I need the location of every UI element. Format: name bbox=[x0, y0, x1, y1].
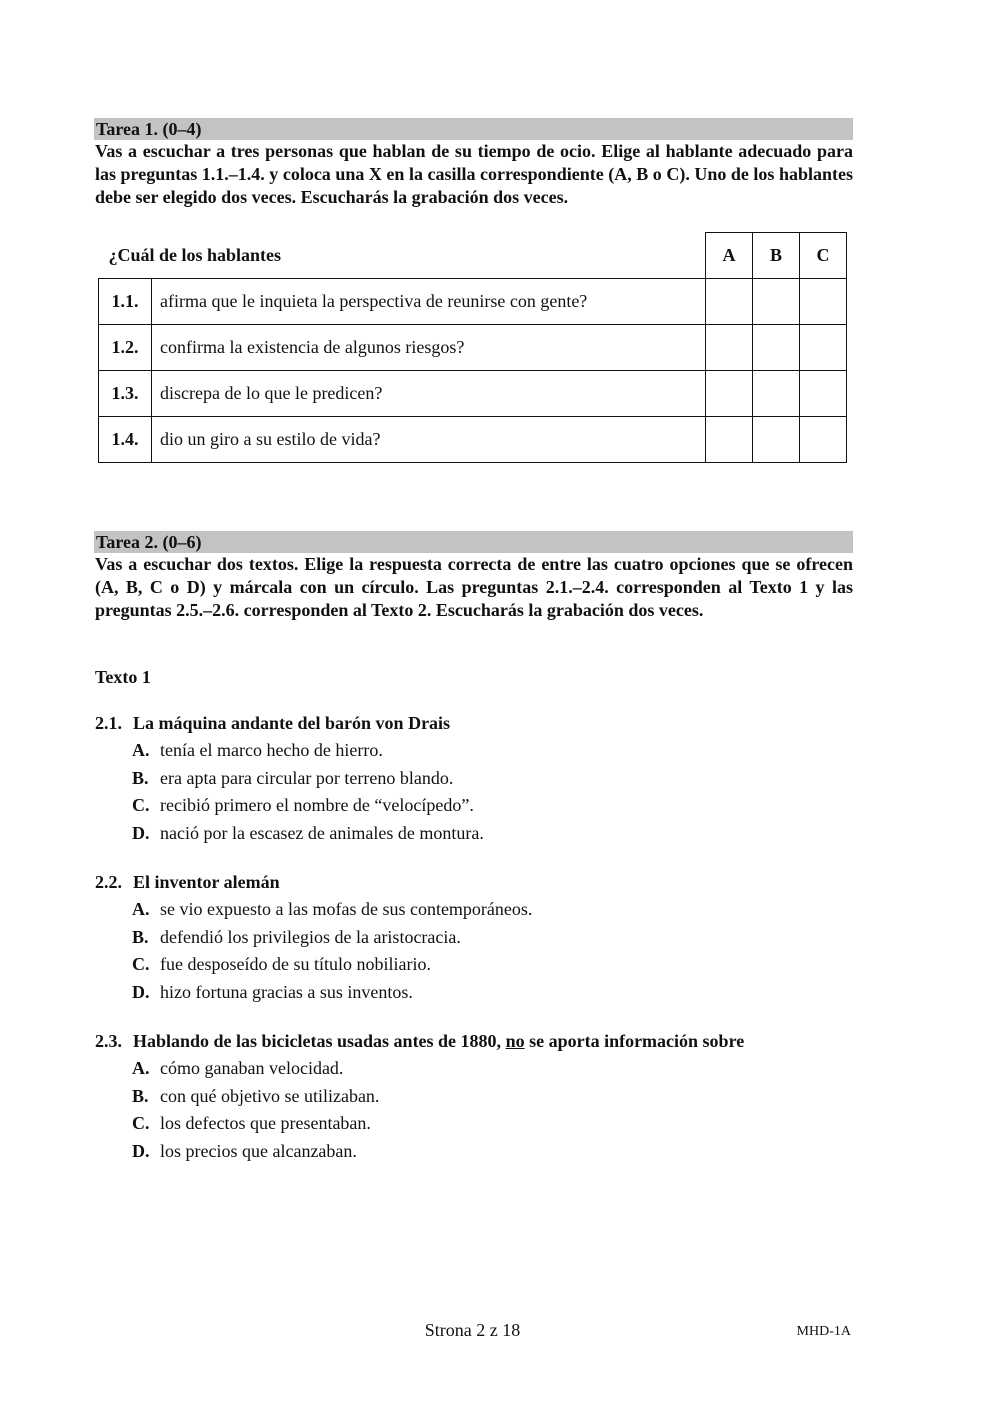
question-2-2 bbox=[94, 869, 853, 1006]
option-letter: A. bbox=[132, 740, 150, 760]
table-row bbox=[99, 325, 847, 371]
option-letter: C. bbox=[132, 954, 150, 974]
option-letter: A. bbox=[132, 899, 150, 919]
table-row bbox=[99, 371, 847, 417]
texto-title: Texto 1 bbox=[95, 667, 151, 687]
option-letter: D. bbox=[132, 1140, 150, 1161]
question-number: 2.3. bbox=[95, 1031, 122, 1051]
option-letter: B. bbox=[132, 926, 149, 947]
task2-header: Tarea 2. (0–6) bbox=[94, 531, 853, 553]
page-number: Strona 2 z 18 bbox=[424, 1320, 521, 1340]
answer-box-a[interactable] bbox=[706, 371, 753, 417]
row-question: discrepa de lo que le predicen? bbox=[152, 371, 706, 417]
table-header-question: ¿Cuál de los hablantes bbox=[108, 244, 282, 265]
answer-box-b[interactable] bbox=[753, 417, 800, 463]
option-letter: D. bbox=[132, 822, 150, 843]
row-question: confirma la existencia de algunos riesgos? bbox=[152, 325, 706, 371]
column-b: B bbox=[753, 233, 800, 279]
option-letter: A. bbox=[132, 1058, 150, 1078]
answer-box-c[interactable] bbox=[800, 279, 847, 325]
question-text-after: se aporta información sobre bbox=[524, 1031, 745, 1051]
option-a[interactable] bbox=[94, 896, 853, 924]
option-text: los defectos que presentaban. bbox=[160, 1113, 371, 1133]
option-b[interactable] bbox=[94, 1083, 853, 1111]
option-d[interactable] bbox=[94, 820, 853, 848]
option-c[interactable] bbox=[94, 1110, 853, 1138]
answer-box-c[interactable] bbox=[800, 371, 847, 417]
option-text: defendió los privilegios de la aristocracia. bbox=[160, 926, 461, 947]
answer-box-b[interactable] bbox=[753, 279, 800, 325]
question-text-before: Hablando de las bicicletas usadas antes de 1880, bbox=[133, 1031, 506, 1051]
answer-box-a[interactable] bbox=[706, 325, 753, 371]
row-number: 1.3. bbox=[99, 371, 152, 417]
table-row bbox=[99, 279, 847, 325]
option-letter: C. bbox=[132, 795, 150, 815]
option-letter: D. bbox=[132, 981, 150, 1002]
option-a[interactable] bbox=[94, 737, 853, 765]
option-text: tenía el marco hecho de hierro. bbox=[160, 740, 383, 760]
task1-header: Tarea 1. (0–4) bbox=[94, 118, 853, 140]
option-d[interactable] bbox=[94, 979, 853, 1007]
option-a[interactable] bbox=[94, 1055, 853, 1083]
task1-instructions: Vas a escuchar a tres personas que hablan de su tiempo de ocio. Elige al hablante adecuado para las preguntas 1.1.–1.4. y coloca una X en la casilla correspondiente (A, B o C). Uno de los hablantes debe ser elegido dos veces. Escucharás la grabación dos veces. bbox=[95, 141, 853, 207]
row-number: 1.1. bbox=[99, 279, 152, 325]
option-c[interactable] bbox=[94, 951, 853, 979]
option-text: cómo ganaban velocidad. bbox=[160, 1058, 344, 1078]
option-text: hizo fortuna gracias a sus inventos. bbox=[160, 981, 413, 1002]
question-text-underlined: no bbox=[505, 1031, 525, 1051]
option-b[interactable] bbox=[94, 765, 853, 793]
option-text: nació por la escasez de animales de montura. bbox=[160, 822, 484, 843]
question-text: El inventor alemán bbox=[133, 872, 280, 892]
row-number: 1.4. bbox=[99, 417, 152, 463]
option-letter: B. bbox=[132, 1085, 149, 1106]
question-stem bbox=[94, 869, 853, 896]
table-row bbox=[99, 417, 847, 463]
option-letter: C. bbox=[132, 1113, 150, 1133]
answer-box-a[interactable] bbox=[706, 279, 753, 325]
answer-box-c[interactable] bbox=[800, 325, 847, 371]
option-text: los precios que alcanzaban. bbox=[160, 1140, 357, 1161]
answer-box-b[interactable] bbox=[753, 371, 800, 417]
option-text: recibió primero el nombre de “velocípedo”. bbox=[160, 795, 474, 815]
question-text bbox=[133, 1028, 744, 1055]
answer-box-c[interactable] bbox=[800, 417, 847, 463]
row-question: dio un giro a su estilo de vida? bbox=[152, 417, 706, 463]
task1-answer-table bbox=[98, 232, 847, 463]
question-number: 2.1. bbox=[95, 713, 122, 733]
question-2-3 bbox=[94, 1028, 853, 1165]
exam-code: MHD-1A bbox=[796, 1324, 851, 1339]
question-2-1 bbox=[94, 710, 853, 847]
option-text: era apta para circular por terreno blando. bbox=[160, 767, 454, 788]
option-c[interactable] bbox=[94, 792, 853, 820]
question-stem bbox=[94, 1028, 853, 1055]
exam-page bbox=[94, 118, 853, 1165]
task2-instructions: Vas a escuchar dos textos. Elige la respuesta correcta de entre las cuatro opciones que se ofrecen (A, B, C o D) y márcala con un círculo. Las preguntas 2.1.–2.4. corresponden al Texto 1 y las preguntas 2.5.–2.6. corresponden al Texto 2. Escucharás la grabación dos veces. bbox=[95, 554, 853, 620]
column-a: A bbox=[706, 233, 753, 279]
question-number: 2.2. bbox=[95, 872, 122, 892]
answer-box-b[interactable] bbox=[753, 325, 800, 371]
option-b[interactable] bbox=[94, 924, 853, 952]
option-text: fue desposeído de su título nobiliario. bbox=[160, 954, 431, 974]
question-text: La máquina andante del barón von Drais bbox=[133, 713, 451, 733]
option-letter: B. bbox=[132, 767, 149, 788]
question-stem bbox=[94, 710, 853, 737]
option-d[interactable] bbox=[94, 1138, 853, 1166]
option-text: se vio expuesto a las mofas de sus contemporáneos. bbox=[160, 899, 533, 919]
task2-section bbox=[94, 531, 853, 1165]
answer-box-a[interactable] bbox=[706, 417, 753, 463]
row-number: 1.2. bbox=[99, 325, 152, 371]
column-c: C bbox=[800, 233, 847, 279]
option-text: con qué objetivo se utilizaban. bbox=[160, 1085, 380, 1106]
row-question: afirma que le inquieta la perspectiva de reunirse con gente? bbox=[152, 279, 706, 325]
table-header-row bbox=[99, 233, 847, 279]
